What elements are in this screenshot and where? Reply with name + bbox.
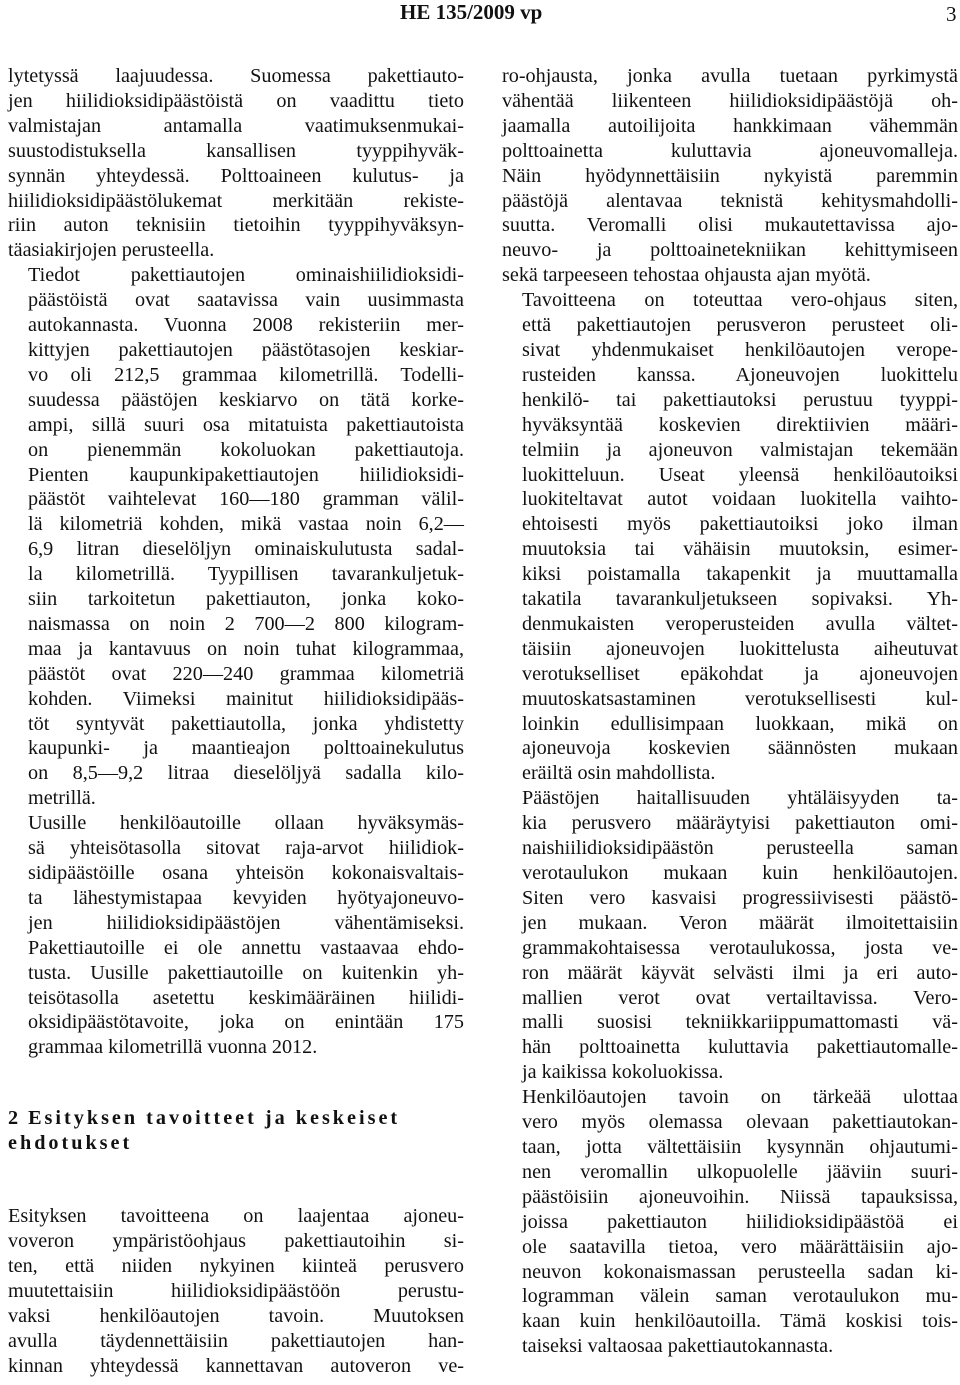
paragraph — [8, 64, 464, 263]
text-line: grammaa kilometrillä vuonna 2012. — [28, 1036, 318, 1059]
text-line: jen hiilidioksidipäästöjen vähentämiseksi. — [28, 911, 464, 934]
text-line: Pienten kaupunkipakettiautojen hiilidioksidi- — [28, 463, 464, 486]
text-line: Henkilöautojen tavoin on tärkeää ulottaa — [522, 1086, 958, 1109]
text-line: metrillä. — [28, 787, 96, 810]
section-heading — [8, 1106, 464, 1156]
text-line: kohden. Viimeksi mainitut hiilidioksidipääs- — [28, 687, 464, 710]
text-line: neuvon kokonaismassan perusteella sadan ki- — [522, 1260, 958, 1283]
paragraph — [8, 1204, 464, 1378]
text-line: Uusille henkilöautoille ollaan hyväksymäs- — [28, 812, 464, 835]
text-line: hyväksyntää koskevien direktiivien määri- — [522, 413, 958, 436]
text-line: logramman välein saman verotaulukon mu- — [522, 1285, 958, 1308]
text-line: vero myös olemassa olevaan pakettiautokan- — [522, 1111, 958, 1134]
text-line: Esityksen tavoitteena on laajentaa ajoneu- — [8, 1205, 464, 1228]
page-header — [0, 0, 960, 46]
text-line: lytetyssä laajuudessa. Suomessa pakettiauto- — [8, 65, 464, 87]
text-line: naishiilidioksidipäästön perusteella saman — [522, 837, 958, 860]
text-line: Näin hyödynnettäisiin nykyistä paremmin — [502, 164, 958, 187]
text-line: kia perusvero määräytyisi pakettiauton omi- — [522, 812, 958, 835]
text-line: luokiteltavat autot voidaan luokitella vaihto- — [522, 488, 958, 511]
text-line: ja kaikissa kokoluokissa. — [522, 1061, 724, 1084]
text-line: henkilö- tai pakettiautoksi perustuu tyyppi- — [522, 388, 958, 411]
text-line: riin auton teknisiin tietoihin tyyppihyväksyn- — [8, 214, 464, 237]
text-line: ampi, sillä suuri osa mitatuista pakettiautoista — [28, 413, 464, 436]
text-line: kittyjen pakettiautojen päästötasojen keskiar- — [28, 338, 464, 361]
text-line: muutoskatsastaminen verotuksellisesti kul- — [522, 687, 958, 710]
text-line: maa ja kantavuus on noin tuhat kilogrammaa, — [28, 637, 464, 660]
text-line: ten, että niiden nykyinen kiinteä perusvero — [8, 1254, 464, 1277]
text-line: oksidipäästötavoite, joka on enintään 175 — [28, 1011, 464, 1034]
text-line: taiseksi valtaosaa pakettiautokannasta. — [522, 1335, 834, 1358]
paragraph — [502, 288, 958, 786]
text-line: kaan kuin henkilöautoilla. Tämä koskisi tois- — [522, 1310, 958, 1333]
text-line: suustodistuksella kansallisen tyyppihyväk- — [8, 139, 464, 162]
text-line: ajoneuvoja koskevien säännösten mukaan — [522, 737, 958, 760]
text-line: denmukaisten veroperusteiden avulla vältet- — [522, 612, 958, 635]
text-line: jen mukaan. Veron määrät ilmoitettaisiin — [522, 911, 958, 934]
text-line: päästöjä alentavaa teknistä kehitysmahdolli- — [502, 189, 958, 212]
text-line: päästöt vaihtelevat 160—180 gramman välil- — [28, 488, 464, 511]
text-line: neuvo- ja polttoainetekniikan kehittymiseen — [502, 239, 958, 262]
document-id: HE 135/2009 vp — [400, 0, 543, 24]
text-line: kaupunki- ja maantieajon polttoainekulutus — [28, 737, 464, 760]
text-line: malli suosisi tekniikkariippumattomasti vä- — [522, 1011, 958, 1034]
text-line: suutta. Veromalli olisi mukautettavissa ajo- — [502, 214, 958, 237]
text-line: Tiedot pakettiautojen ominaishiilidioksidi- — [28, 264, 464, 287]
text-line: ro-ohjausta, jonka avulla tuetaan pyrkimystä — [502, 65, 958, 87]
text-line: vo oli 212,5 grammaa kilometrillä. Todelli- — [28, 363, 464, 386]
text-line: la kilometrillä. Tyypillisen tavarankuljetuk- — [28, 563, 464, 586]
text-line: ehtoisesti myös pakettiautoiksi joko ilman — [522, 513, 958, 536]
text-line: autokannasta. Vuonna 2008 rekisteriin mer- — [28, 314, 464, 337]
text-line: lä kilometriä kohden, mikä vastaa noin 6,2— — [28, 513, 464, 536]
text-line: avulla täydennettäisiin pakettiautojen han- — [8, 1329, 464, 1352]
text-line: sidipäästöille osana yhteisön kokonaisvaltais- — [28, 862, 464, 884]
left-column — [8, 64, 464, 1378]
text-line: valmistajan antamalla vaatimuksenmukai- — [8, 114, 464, 137]
text-line: verotaulukon mukaan kuin henkilöautojen. — [522, 862, 958, 884]
paragraph — [502, 786, 958, 1085]
text-line: töt syntyvät pakettiautolla, jonka yhdistetty — [28, 712, 464, 735]
text-line: hän polttoainetta kuluttavia pakettiautomalle- — [522, 1036, 958, 1059]
text-line: päästöisiin ajoneuvoihin. Niissä tapauksissa, — [522, 1185, 958, 1208]
text-line: ta lähestymistapaa kevyiden hyötyajoneuvo- — [28, 886, 464, 909]
text-line: täisiin ajoneuvojen luokittelusta aiheutuvat — [522, 637, 958, 660]
text-line: hiilidioksidipäästölukemat merkitään rekiste- — [8, 189, 464, 212]
section-number: 2 — [8, 1107, 19, 1130]
text-line: kinnan yhteydessä kannettavan autoveron ve- — [8, 1354, 464, 1377]
paragraph — [8, 811, 464, 1060]
page-number: 3 — [946, 2, 957, 26]
text-line: taan, jotta vältettäisiin kysynnän ohjautumi- — [522, 1135, 958, 1158]
text-line: verotukselliset epäkohdat ja ajoneuvojen — [522, 662, 958, 685]
text-line: Pakettiautoille ei ole annettu vastaavaa ehdo- — [28, 936, 464, 959]
text-line: päästöt ovat 220—240 grammaa kilometriä — [28, 662, 464, 685]
text-line: rusteiden kanssa. Ajoneuvojen luokittelu — [522, 363, 958, 386]
text-line: päästöistä ovat saatavissa vain uusimmasta — [28, 289, 464, 312]
text-line: joissa pakettiauton hiilidioksidipäästöä ei — [522, 1210, 958, 1233]
text-line: mallien verot ovat vertailtavissa. Vero- — [522, 986, 958, 1009]
text-line: kiksi poistamalla takapenkit ja muuttamalla — [522, 563, 958, 586]
text-line: muutettaisiin hiilidioksidipäästöön perustu- — [8, 1279, 464, 1302]
text-line: täasiakirjojen perusteella. — [8, 239, 215, 262]
text-line: Siten vero kasvaisi progressiivisesti päästö- — [522, 886, 958, 909]
text-line: teisötasolla asetettu keskimääräinen hiilidi- — [28, 986, 464, 1009]
text-line: sä yhteisötasolla sitovat raja-arvot hiilidiok- — [28, 837, 464, 860]
text-line: luokitteluun. Useat yleensä henkilöautoiksi — [522, 463, 958, 486]
paragraph — [8, 263, 464, 811]
text-line: loinkin edullisimpaan luokkaan, mikä on — [522, 712, 958, 735]
text-line: nen veromallin ulkopuolelle jääviin suuri- — [522, 1160, 958, 1183]
text-line: voveron ympäristöohjaus pakettiautoihin si- — [8, 1229, 464, 1252]
text-line: eräiltä osin mahdollista. — [522, 762, 716, 785]
text-line: grammakohtaisessa verotaulukossa, josta ve- — [522, 936, 958, 959]
text-line: naismassa on noin 2 700—2 800 kilogram- — [28, 612, 464, 635]
paragraph — [502, 64, 958, 288]
text-line: ole saatavilla tietoa, vero määrättäisiin ajo- — [522, 1235, 958, 1258]
text-line: telmiin ja ajoneuvon valmistajan tekemään — [522, 438, 958, 461]
section-title: Esityksen tavoitteet ja keskeiset — [28, 1107, 401, 1130]
section-title-continued: ehdotukset — [8, 1132, 133, 1155]
text-line: sekä tarpeeseen tehostaa ohjausta ajan myötä. — [502, 264, 871, 287]
text-line: vaksi henkilöautojen tavoin. Muutoksen — [8, 1304, 464, 1327]
paragraph — [502, 1085, 958, 1359]
text-line: takatila tavarankuljetukseen sopivaksi. Yh- — [522, 588, 958, 611]
text-line: että pakettiautojen perusveron perusteet oli- — [522, 314, 958, 337]
text-line: ron määrät käyvät selvästi ilmi ja eri auto- — [522, 961, 958, 984]
text-line: siin tarkoitetun pakettiauton, jonka koko- — [28, 588, 464, 611]
text-line: suudessa päästöjen keskiarvo on tätä korke- — [28, 388, 464, 411]
text-line: muutoksia tai vähäisin muutoksin, esimer- — [522, 538, 958, 561]
text-line: Tavoitteena on toteuttaa vero-ohjaus siten, — [522, 289, 958, 312]
text-line: on 8,5—9,2 litraa dieselöljyä sadalla kilo- — [28, 762, 464, 785]
text-line: on pienemmän kokoluokan pakettiautoja. — [28, 438, 464, 461]
text-line: tusta. Uusille pakettiautoille on kuitenkin yh- — [28, 961, 464, 984]
text-line: 6,9 litran dieselöljyn ominaiskulutusta sadal- — [28, 538, 464, 561]
text-line: vähentää liikenteen hiilidioksidipäästöjä oh- — [502, 89, 958, 112]
text-line: sivat yhdenmukaiset henkilöautojen verope- — [522, 338, 958, 361]
text-line: jen hiilidioksidipäästöistä on vaadittu tieto — [8, 89, 464, 112]
text-line: synnän yhteydessä. Polttoaineen kulutus- ja — [8, 164, 464, 187]
text-line: Päästöjen haitallisuuden yhtäläisyyden ta- — [522, 787, 958, 810]
text-line: polttoainetta kuluttavia ajoneuvomalleja. — [502, 139, 958, 162]
right-column — [502, 64, 958, 1359]
text-line: jaamalla autoilijoita hankkimaan vähemmän — [502, 114, 958, 137]
